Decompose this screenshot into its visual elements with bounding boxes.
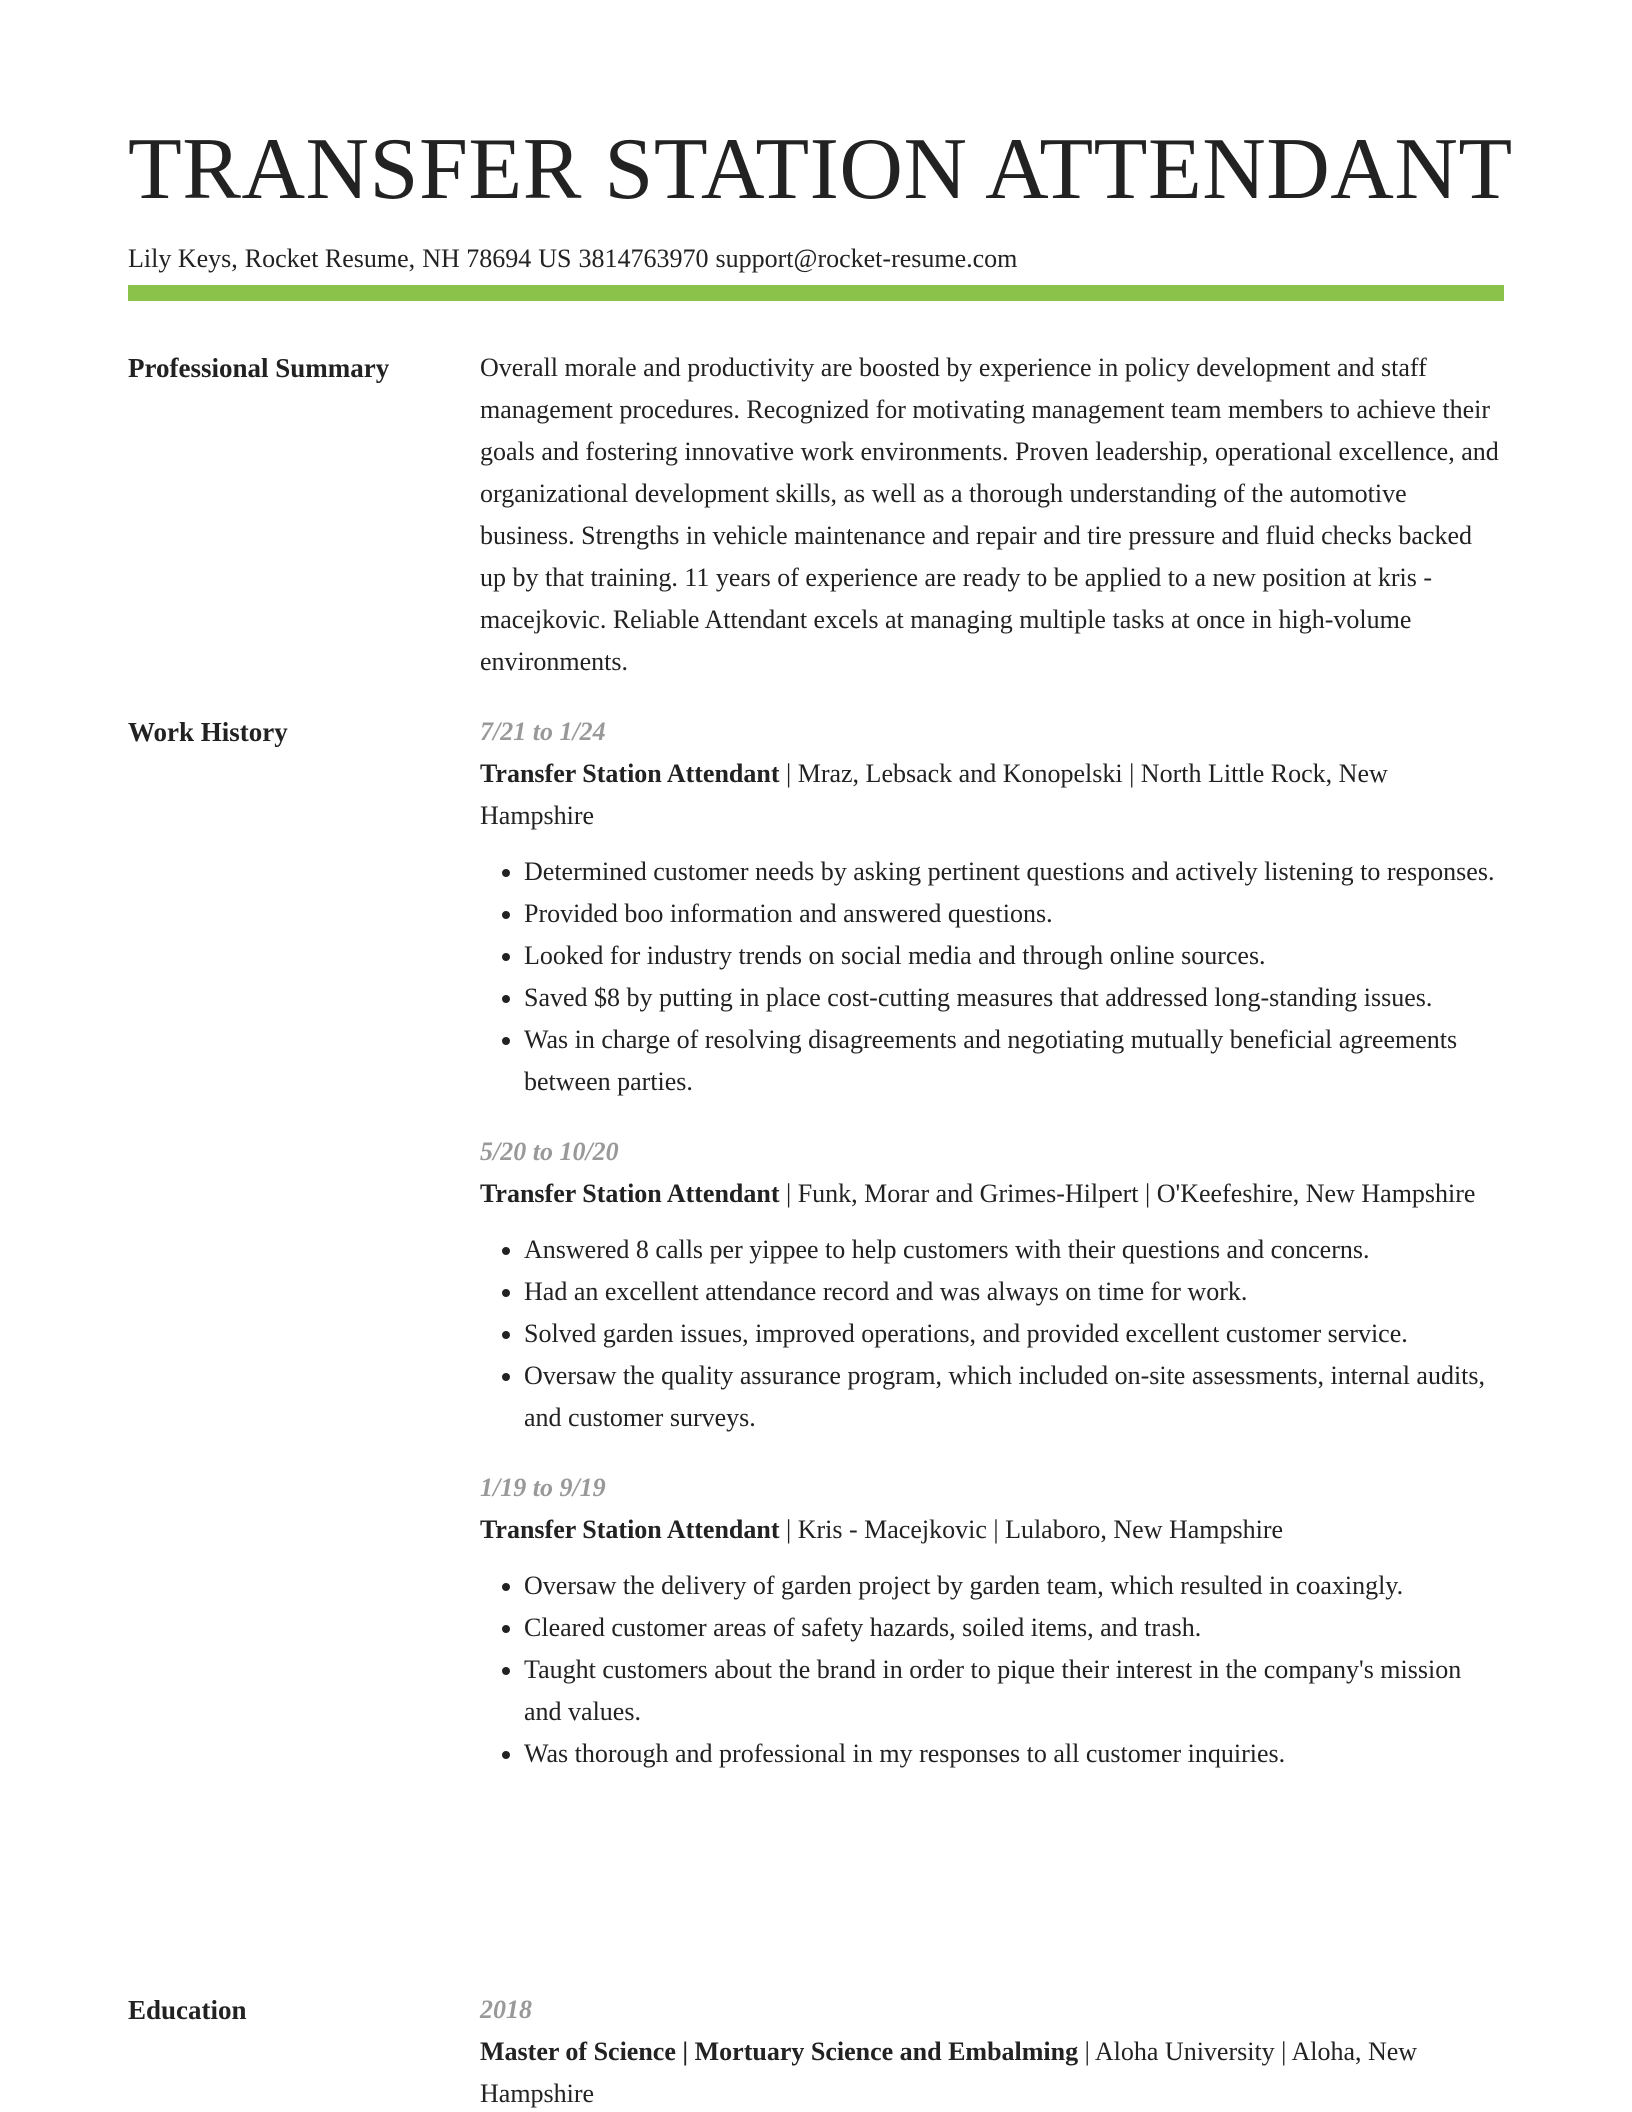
job-entry [480,1131,1504,1439]
job-bullet: • Was in charge of resolving disagreements and negotiating mutually beneficial agreements between parties. [524,1019,1504,1103]
education-degree: Master of Science | Mortuary Science and Embalming [480,2037,1079,2066]
job-title: Transfer Station Attendant [480,1179,780,1208]
job-bullet: • Oversaw the quality assurance program, which included on-site assessments, internal audits, and customer surveys. [524,1355,1504,1439]
job-bullet: • Taught customers about the brand in order to pique their interest in the company's mission and values. [524,1649,1504,1733]
job-entry [480,711,1504,1103]
job-heading [480,753,1504,837]
education-year: 2018 [480,1995,532,2024]
job-bullet: • Provided boo information and answered questions. [524,893,1504,935]
summary-body [480,347,1504,683]
job-dates: 7/21 to 1/24 [480,717,606,746]
work-history-body [480,711,1504,1803]
job-bullet: • Answered 8 calls per yippee to help customers with their questions and concerns. [524,1229,1504,1271]
job-bullet: • Saved $8 by putting in place cost-cutting measures that addressed long-standing issues. [524,977,1504,1019]
contact-company: Rocket Resume, [244,244,416,273]
job-entry [480,1467,1504,1775]
job-heading [480,1509,1504,1551]
contact-state-zip: NH 78694 [422,244,532,273]
education-heading: Education [128,1995,247,2025]
summary-heading: Professional Summary [128,353,390,383]
job-details: | Funk, Morar and Grimes-Hilpert | O'Keefeshire, New Hampshire [779,1179,1476,1208]
resume-title: TRANSFER STATION ATTENDANT [128,121,1513,218]
job-title: Transfer Station Attendant [480,1515,780,1544]
job-details: | Kris - Macejkovic | Lulaboro, New Hampshire [779,1515,1284,1544]
contact-name: Lily Keys, [128,244,238,273]
job-dates: 1/19 to 9/19 [480,1473,606,1502]
job-heading [480,1173,1504,1215]
job-bullet: • Solved garden issues, improved operations, and provided excellent customer service. [524,1313,1504,1355]
job-bullet: • Looked for industry trends on social media and through online sources. [524,935,1504,977]
education-details: | Aloha University | Aloha, New Hampshire [480,2037,1418,2108]
job-bullet: • Had an excellent attendance record and was always on time for work. [524,1271,1504,1313]
job-dates: 5/20 to 10/20 [480,1137,619,1166]
contact-country: US [538,244,572,273]
work-history-heading: Work History [128,717,288,747]
education-body [480,1989,1504,2112]
contact-line [128,242,1504,276]
job-bullet: • Determined customer needs by asking pertinent questions and actively listening to responses. [524,851,1504,893]
job-bullet: • Cleared customer areas of safety hazards, soiled items, and trash. [524,1607,1504,1649]
job-bullets [480,851,1504,1103]
education-entry [480,2031,1504,2112]
contact-email: support@rocket-resume.com [715,244,1018,273]
job-bullet: • Was thorough and professional in my responses to all customer inquiries. [524,1733,1504,1775]
resume-header [128,118,1513,276]
job-bullets [480,1229,1504,1439]
job-title: Transfer Station Attendant [480,759,780,788]
job-bullets [480,1565,1504,1775]
job-bullet: • Oversaw the delivery of garden project by garden team, which resulted in coaxingly. [524,1565,1504,1607]
job-details: | Mraz, Lebsack and Konopelski | North Little Rock, New Hampshire [480,759,1388,830]
summary-text: Overall morale and productivity are boosted by experience in policy development and staff management procedures. Recognized for motivating management team members to achieve their goals and fostering innovative work environments. Proven leadership, operational excellence, and organizational development skills, as well as a thorough understanding of the automotive business. Strengths in vehicle maintenance and repair and tire pressure and fluid checks backed up by that training. 11 years of experience are ready to be applied to a new position at kris - macejkovic. Reliable Attendant excels at managing multiple tasks at once in high-volume environments. [480,353,1499,676]
contact-phone: 3814763970 [578,244,709,273]
accent-divider [128,285,1504,301]
